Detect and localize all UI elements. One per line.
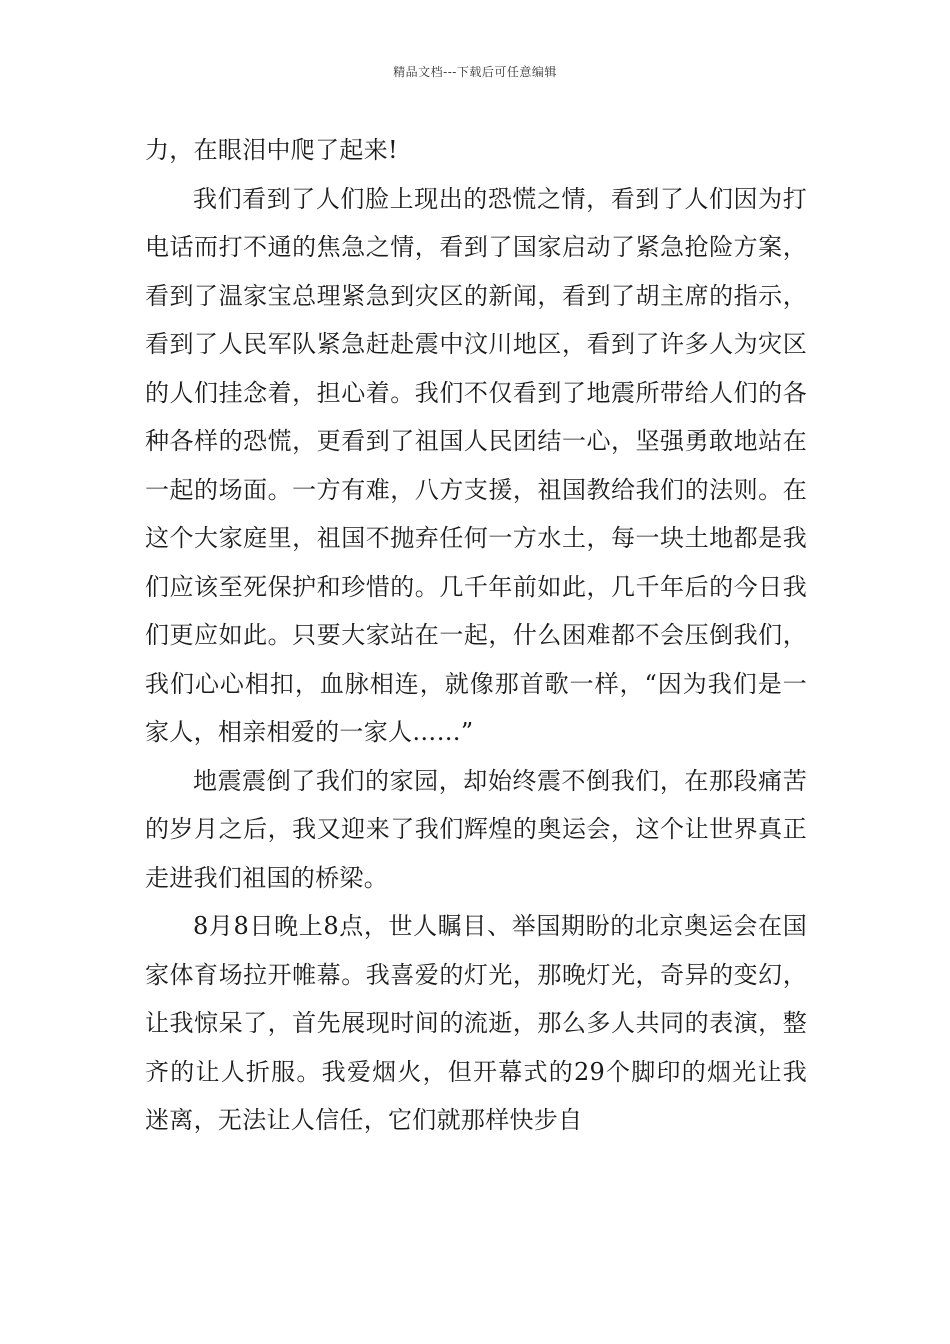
- paragraph: 地震震倒了我们的家园，却始终震不倒我们，在那段痛苦的岁月之后，我又迎来了我们辉煌的奥运会，这个让世界真正走进我们祖国的桥梁。: [145, 766, 807, 892]
- page-header: 精品文档---下载后可任意编辑: [393, 65, 557, 79]
- paragraph: 8月8日晚上8点，世人瞩目、举国期盼的北京奥运会在国家体育场拉开帷幕。我喜爱的灯光，那晚灯光，奇异的变幻，让我惊呆了，首先展现时间的流逝，那么多人共同的表演，整齐的让人折服。我爱烟火，但开幕式的29个脚印的烟光让我迷离，无法让人信任，它们就那样快步自: [145, 912, 807, 1134]
- paragraph: 我们看到了人们脸上现出的恐慌之情，看到了人们因为打电话而打不通的焦急之情，看到了国家启动了紧急抢险方案，看到了温家宝总理紧急到灾区的新闻，看到了胡主席的指示，看到了人民军队紧急赶赴震中汶川地区，看到了许多人为灾区的人们挂念着，担心着。我们不仅看到了地震所带给人们的各种各样的恐慌，更看到了祖国人民团结一心，坚强勇敢地站在一起的场面。一方有难，八方支援，祖国教给我们的法则。在这个大家庭里，祖国不抛弃任何一方水土，每一块土地都是我们应该至死保护和珍惜的。几千年前如此，几千年后的今日我们更应如此。只要大家站在一起，什么困难都不会压倒我们，我们心心相扣，血脉相连，就像那首歌一样，“因为我们是一家人，相亲相爱的一家人……”: [145, 184, 807, 746]
- document-body: [145, 126, 807, 1145]
- paragraph: 力，在眼泪中爬了起来!: [145, 136, 398, 164]
